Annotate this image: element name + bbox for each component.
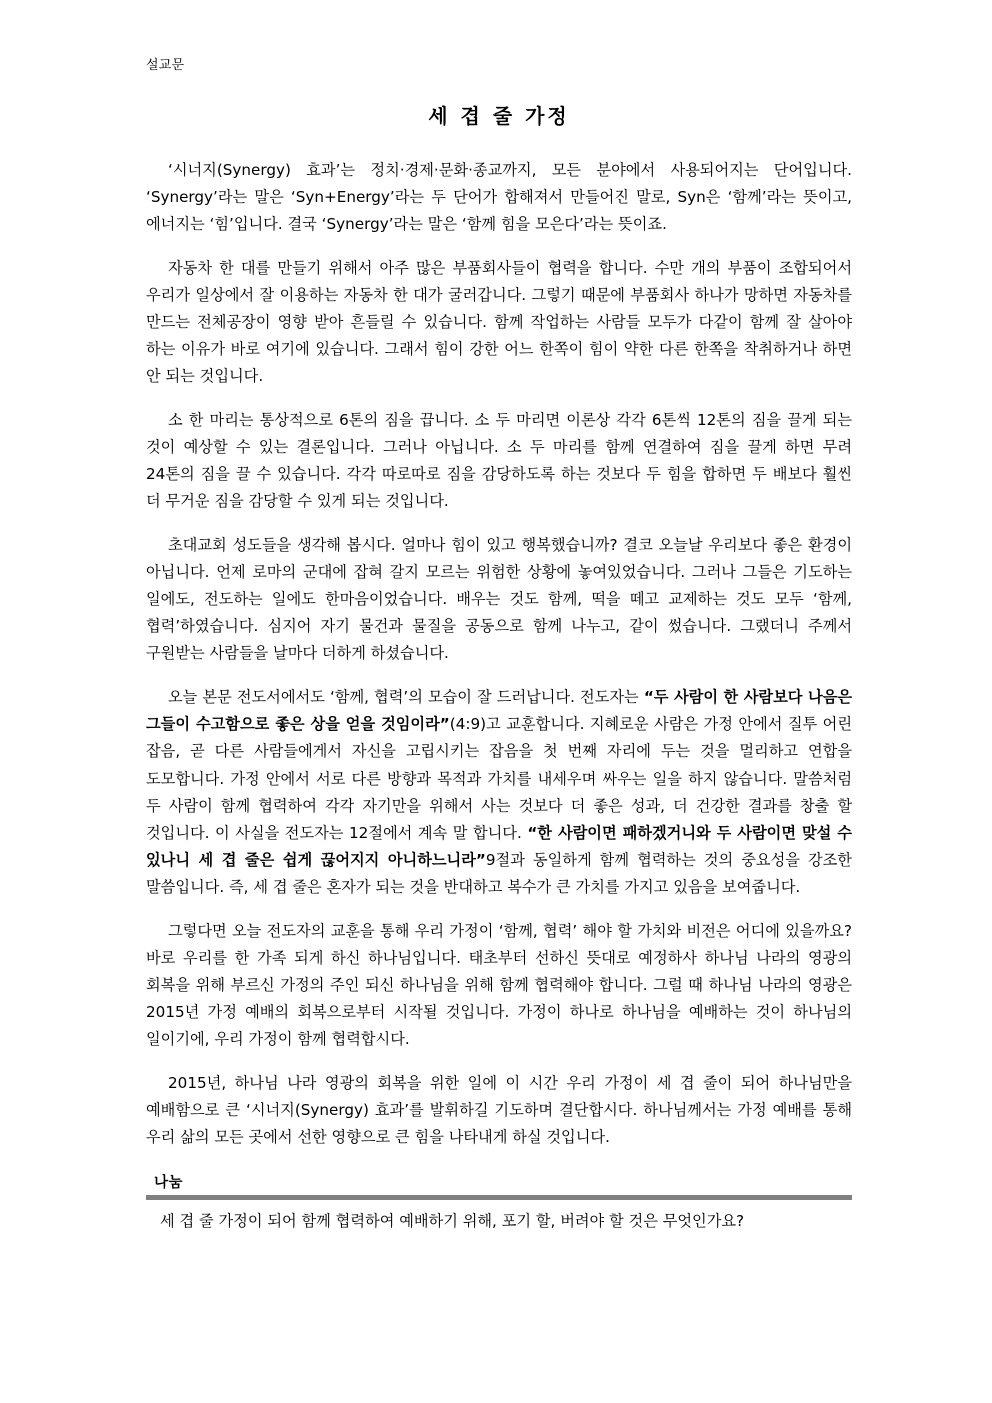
paragraph: 그렇다면 오늘 전도자의 교훈을 통해 우리 가정이 ‘함께, 협력’ 해야 할 가치와 비전은 어디에 있을까요? 바로 우리를 한 가족 되게 하신 하나님입니다. 태초부터 선하신 뜻대로 예정하사 하나님 나라의 영광의 회복을 위해 부르신 가정의 주인 되신 하나님을 위해 함께 협력해야 합니다. 그럴 때 하나님 나라의 영광은 2015년 가정 예배의 회복으로부터 시작될 것입니다. 가정이 하나로 하나님을 예배하는 것이 하나님의 일이기에, 우리 가정이 함께 협력합시다.: [146, 921, 852, 1048]
paragraph: 오늘 본문 전도서에서도 ‘함께, 협력’의 모습이 잘 드러납니다. 전도자는 “두 사람이 한 사람보다 나음은 그들이 수고함으로 좋은 상을 얻을 것임이라”(4:9)고 교훈합니다. 지혜로운 사람은 가정 안에서 질투 어린 잡음, 곧 다른 사람들에게서 자신을 고립시키는 잡음을 첫 번째 자리에 두는 것을 멀리하고 연합을 도모합니다. 가정 안에서 서로 다른 방향과 목적과 가치를 내세우며 싸우는 일을 하지 않습니다. 말씀처럼 두 사람이 함께 협력하여 각각 자기만을 위해서 사는 것보다 더 좋은 성과, 더 건강한 결과를 창출 할 것입니다. 이 사실을 전도자는 12절에서 계속 말 합니다. “한 사람이면 패하겠거니와 두 사람이면 맞설 수 있나니 세 겹 줄은 쉽게 끊어지지 아니하느니라”9절과 동일하게 함께 협력하는 것의 중요성을 강조한 말씀입니다. 즉, 세 겹 줄은 혼자가 되는 것을 반대하고 복수가 큰 가치를 가지고 있음을 보여줍니다.: [146, 688, 853, 896]
paragraph: 소 한 마리는 통상적으로 6톤의 짐을 끕니다. 소 두 마리면 이론상 각각 6톤씩 12톤의 짐을 끌게 되는 것이 예상할 수 있는 결론입니다. 그러나 아닙니다. 소 두 마리를 함께 연결하여 짐을 끌게 하면 무려 24톤의 짐을 끌 수 있습니다. 각각 따로따로 짐을 감당하도록 하는 것보다 두 힘을 합하면 두 배보다 훨씬 더 무거운 짐을 감당할 수 있게 되는 것입니다.: [146, 410, 852, 511]
document-label: 설교문: [146, 58, 185, 73]
section-heading-sharing: 나눔: [154, 1175, 184, 1192]
paragraph: ‘시너지(Synergy) 효과’는 정치·경제·문화·종교까지, 모든 분야에서 사용되어지는 단어입니다. ‘Synergy’라는 말은 ‘Syn+Energy’라는 두 단어가 합해져서 만들어진 말로, Syn은 ‘함께’라는 뜻이고, 에너지는 ‘힘’입니다. 결국 ‘Synergy’라는 말은 ‘함께 힘을 모은다’라는 뜻이죠.: [146, 160, 852, 233]
discussion-question: 세 겹 줄 가정이 되어 함께 협력하여 예배하기 위해, 포기 할, 버려야 할 것은 무엇인가요?: [160, 1212, 745, 1231]
paragraph: 2015년, 하나님 나라 영광의 회복을 위한 일에 이 시간 우리 가정이 세 겹 줄이 되어 하나님만을 예배함으로 큰 ‘시너지(Synergy) 효과’를 발휘하길 기도하며 결단합시다. 하나님께서는 가정 예배를 통해 우리 삶의 모든 곳에서 선한 영향으로 큰 힘을 나타내게 하실 것입니다.: [146, 1074, 852, 1147]
section-divider: [146, 1195, 852, 1200]
paragraph: 자동차 한 대를 만들기 위해서 아주 많은 부품회사들이 협력을 합니다. 수만 개의 부품이 조합되어서 우리가 일상에서 잘 이용하는 자동차 한 대가 굴러갑니다. 그렇기 때문에 부품회사 하나가 망하면 자동차를 만드는 전체공장이 영향 받아 흔들릴 수 있습니다. 함께 작업하는 사람들 모두가 다같이 함께 잘 살아야 하는 이유가 바로 여기에 있습니다. 그래서 힘이 강한 어느 한쪽이 힘이 약한 다른 한쪽을 착취하거나 하면 안 되는 것입니다.: [146, 258, 852, 385]
page-title: 세 겹 줄 가정: [428, 103, 570, 128]
document-body: [146, 157, 852, 1152]
paragraph: 초대교회 성도들을 생각해 봅시다. 얼마나 힘이 있고 행복했습니까? 결코 오늘날 우리보다 좋은 환경이 아닙니다. 언제 로마의 군대에 잡혀 갈지 모르는 위험한 상황에 놓여있었습니다. 그러나 그들은 기도하는 일에도, 전도하는 일에도 한마음이었습니다. 배우는 것도 함께, 떡을 떼고 교제하는 것도 모두 ‘함께, 협력’하였습니다. 심지어 자기 물건과 물질을 공동으로 함께 나누고, 같이 썼습니다. 그랬더니 주께서 구원받는 사람들을 날마다 더하게 하셨습니다.: [146, 536, 852, 663]
